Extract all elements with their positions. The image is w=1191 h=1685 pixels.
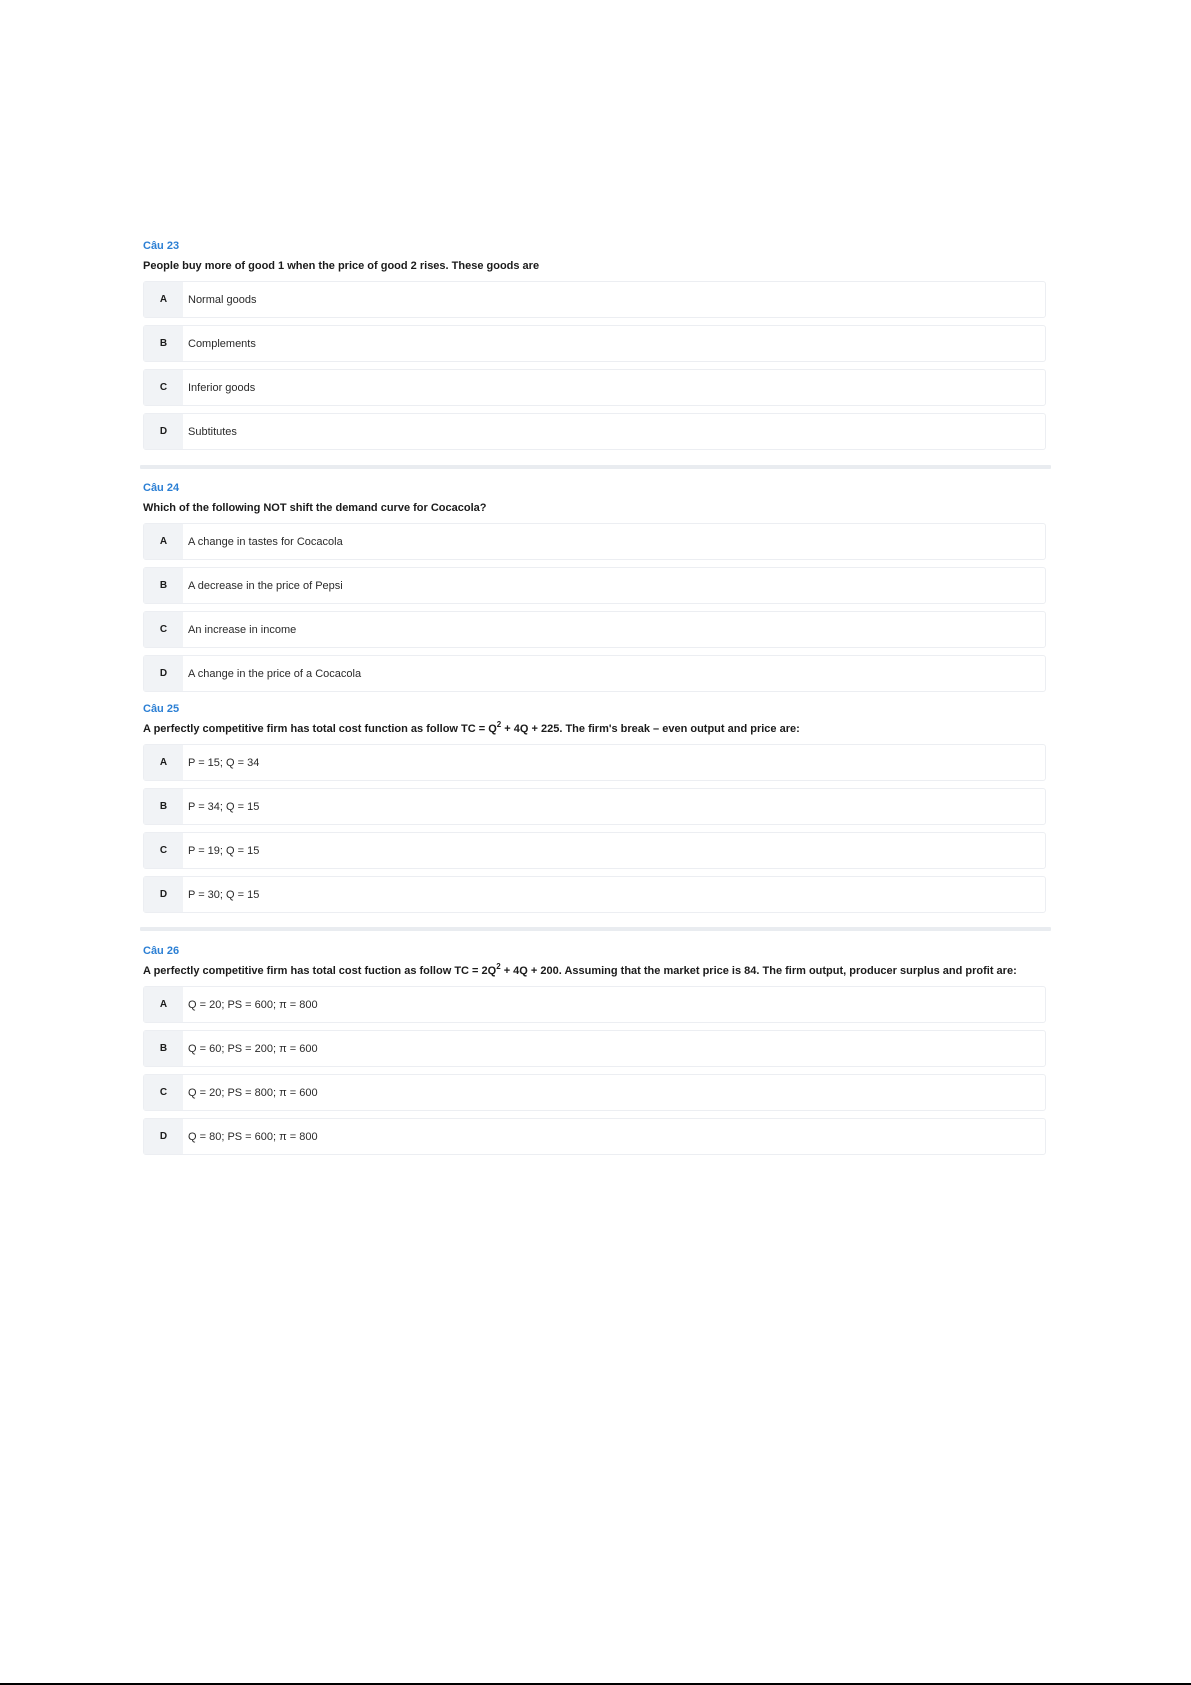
question-text-rest: + 4Q + 200. Assuming that the market price is 84. The firm output, producer surplus and profit are: [500,965,1017,977]
superscript: 2 [496,720,502,729]
answer-option-a[interactable] [143,986,1046,1023]
answer-options [143,986,1046,1155]
answer-option-c[interactable] [143,369,1046,406]
answer-option-c[interactable] [143,611,1046,648]
answer-options [143,744,1046,913]
answer-option-b[interactable] [143,1030,1046,1067]
option-text: An increase in income [188,623,297,636]
answer-option-c[interactable] [143,1074,1046,1111]
option-key: B [144,568,183,603]
option-key: A [144,524,183,559]
option-text: P = 34; Q = 15 [188,800,260,813]
question-text-rest: + 4Q + 225. The firm's break – even output and price are: [501,723,800,735]
question-label: Câu 23 [143,240,180,252]
option-key: B [144,326,183,361]
option-text: P = 19; Q = 15 [188,844,260,857]
question-26 [143,944,1046,1162]
answer-option-d[interactable] [143,413,1046,450]
option-text: Subtitutes [188,425,237,438]
question-text: People buy more of good 1 when the price of good 2 rises. These goods are [143,260,540,272]
answer-option-d[interactable] [143,655,1046,692]
section-divider [140,927,1051,931]
option-text: P = 15; Q = 34 [188,756,260,769]
option-key: A [144,745,183,780]
question-25 [143,702,1046,920]
section-divider [140,465,1051,469]
answer-option-c[interactable] [143,832,1046,869]
question-text-main: A perfectly competitive firm has total cost function as follow TC = Q [143,723,497,735]
option-key: D [144,414,183,449]
question-text: Which of the following NOT shift the demand curve for Cocacola? [143,502,487,514]
option-text: A change in tastes for Cocacola [188,535,343,548]
option-text: Inferior goods [188,381,256,394]
option-key: B [144,1031,183,1066]
option-text: A change in the price of a Cocacola [188,667,362,680]
answer-option-a[interactable] [143,523,1046,560]
option-key: D [144,877,183,912]
question-text [143,720,1046,738]
answer-option-b[interactable] [143,325,1046,362]
superscript: 2 [496,962,501,971]
answer-option-b[interactable] [143,567,1046,604]
answer-option-d[interactable] [143,1118,1046,1155]
option-key: D [144,656,183,691]
option-key: C [144,612,183,647]
option-key: B [144,789,183,824]
option-key: C [144,1075,183,1110]
option-text: A decrease in the price of Pepsi [188,579,343,592]
option-text: Q = 20; PS = 600; π = 800 [188,998,318,1011]
answer-option-a[interactable] [143,281,1046,318]
option-key: A [144,282,183,317]
option-key: D [144,1119,183,1154]
question-23 [143,239,1046,457]
option-text: Q = 20; PS = 800; π = 600 [188,1086,318,1099]
option-text: Normal goods [188,293,257,306]
option-text: Q = 80; PS = 600; π = 800 [188,1130,318,1143]
question-label: Câu 24 [143,482,180,494]
option-text: Q = 60; PS = 200; π = 600 [188,1042,318,1055]
answer-option-d[interactable] [143,876,1046,913]
option-text: Complements [188,337,256,350]
question-text [143,962,1046,980]
answer-option-a[interactable] [143,744,1046,781]
option-key: C [144,833,183,868]
answer-options [143,281,1046,450]
question-text-main: A perfectly competitive firm has total cost fuction as follow TC = 2Q [143,965,497,977]
question-24 [143,481,1046,699]
question-label: Câu 26 [143,945,180,957]
option-text: P = 30; Q = 15 [188,888,260,901]
question-label: Câu 25 [143,703,180,715]
option-key: A [144,987,183,1022]
answer-option-b[interactable] [143,788,1046,825]
option-key: C [144,370,183,405]
answer-options [143,523,1046,692]
